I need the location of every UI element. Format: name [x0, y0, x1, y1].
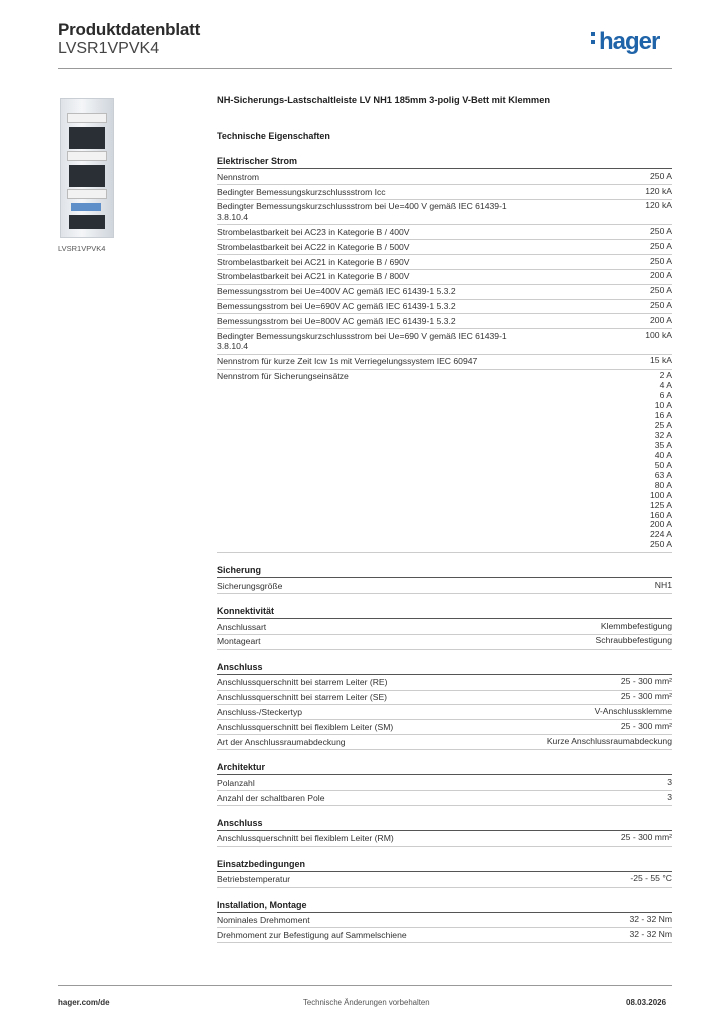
spec-row — [217, 255, 672, 270]
spec-row — [217, 635, 672, 650]
spec-value — [630, 874, 672, 884]
spec-value — [650, 371, 672, 550]
spec-row — [217, 240, 672, 255]
spec-section — [217, 761, 672, 806]
spec-section — [217, 155, 672, 553]
spec-label: Anzahl der schaltbaren Pole — [217, 792, 325, 803]
spec-label: Anschluss-/Steckertyp — [217, 707, 303, 718]
spec-value — [595, 707, 672, 717]
spec-row — [217, 314, 672, 329]
spec-label: Sicherungsgröße — [217, 580, 283, 591]
logo-dots-icon — [591, 28, 597, 44]
spec-value-line: 25 - 300 mm² — [620, 720, 672, 731]
spec-table — [217, 155, 672, 954]
spec-value-line: 35 A — [654, 439, 672, 450]
section-title: Architektur — [217, 761, 672, 775]
spec-value-line: 250 A — [650, 539, 672, 550]
spec-section — [217, 817, 672, 847]
page-title: Produktdatenblatt — [58, 20, 201, 39]
footer-note: Technische Änderungen vorbehalten — [303, 998, 430, 1007]
spec-value-line: 32 A — [654, 429, 672, 440]
spec-value — [650, 286, 672, 296]
spec-row — [217, 914, 672, 929]
spec-row — [217, 676, 672, 691]
spec-label: Strombelastbarkeit bei AC21 in Kategorie B / 690V — [217, 256, 410, 267]
spec-row — [217, 355, 672, 370]
spec-label: Nominales Drehmoment — [217, 915, 310, 926]
spec-value — [650, 257, 672, 267]
spec-value-line: 250 A — [650, 285, 672, 296]
spec-row — [217, 873, 672, 888]
spec-value-line: 200 A — [650, 519, 672, 530]
spec-value-line: 120 kA — [645, 200, 672, 211]
spec-value-line: 125 A — [650, 499, 672, 510]
spec-value — [645, 331, 672, 341]
spec-value-line: 250 A — [650, 170, 672, 181]
spec-value-line: NH1 — [654, 579, 672, 590]
spec-label: Bemessungsstrom bei Ue=400V AC gemäß IEC 61439-1 5.3.2 — [217, 286, 456, 297]
spec-value-line: Klemmbefestigung — [600, 620, 672, 631]
spec-value-line: 10 A — [654, 400, 672, 411]
spec-value — [667, 778, 672, 788]
spec-row — [217, 200, 672, 225]
spec-label: Montageart — [217, 636, 261, 647]
spec-row — [217, 579, 672, 594]
spec-value — [650, 242, 672, 252]
spec-label: Anschlussquerschnitt bei starrem Leiter (SE) — [217, 692, 388, 703]
spec-value-line: 32 - 32 Nm — [629, 914, 672, 925]
spec-value — [621, 833, 672, 843]
spec-value-line: 15 kA — [650, 355, 672, 366]
spec-value-line: 3 — [667, 776, 672, 787]
spec-label: Bemessungsstrom bei Ue=800V AC gemäß IEC 61439-1 5.3.2 — [217, 316, 456, 327]
product-image-caption: LVSR1VPVK4 — [58, 244, 106, 253]
spec-value-line: 25 - 300 mm² — [620, 691, 672, 702]
spec-row — [217, 170, 672, 185]
spec-row — [217, 620, 672, 635]
section-title: Anschluss — [217, 817, 672, 831]
spec-value-line: 6 A — [659, 390, 672, 401]
spec-label: Nennstrom — [217, 171, 260, 182]
spec-row — [217, 928, 672, 943]
spec-value-line: 100 A — [650, 489, 672, 500]
spec-label: Betriebstemperatur — [217, 874, 291, 885]
spec-value-line: 63 A — [654, 469, 672, 480]
section-title: Elektrischer Strom — [217, 155, 672, 169]
spec-value-line: Kurze Anschlussraumabdeckung — [546, 735, 672, 746]
spec-value-line: 250 A — [650, 255, 672, 266]
spec-value — [645, 187, 672, 197]
spec-value-line: 2 A — [659, 370, 672, 381]
spec-value-line: 40 A — [654, 449, 672, 460]
spec-value-line: 3 — [667, 791, 672, 802]
footer-divider — [58, 985, 672, 986]
spec-value-line: 32 - 32 Nm — [629, 929, 672, 940]
section-title: Sicherung — [217, 564, 672, 578]
spec-value-line: 250 A — [650, 240, 672, 251]
spec-row — [217, 270, 672, 285]
spec-row — [217, 185, 672, 200]
spec-value-line: 100 kA — [645, 329, 672, 340]
spec-value — [645, 201, 672, 211]
spec-label: Anschlussart — [217, 621, 267, 632]
spec-label: Bemessungsstrom bei Ue=690V AC gemäß IEC 61439-1 5.3.2 — [217, 301, 456, 312]
spec-value — [650, 227, 672, 237]
spec-row — [217, 691, 672, 706]
spec-value-line: Schraubbefestigung — [595, 635, 672, 646]
footer-date: 08.03.2026 — [626, 998, 667, 1007]
spec-row — [217, 370, 672, 554]
spec-value-line: 25 A — [654, 419, 672, 430]
spec-section — [217, 564, 672, 594]
spec-section — [217, 858, 672, 888]
spec-label: Polanzahl — [217, 777, 255, 788]
spec-label: Anschlussquerschnitt bei starrem Leiter (RE) — [217, 677, 388, 688]
spec-value-line: 250 A — [650, 225, 672, 236]
spec-value — [650, 356, 672, 366]
spec-label: Strombelastbarkeit bei AC23 in Kategorie B / 400V — [217, 226, 410, 237]
spec-value-line: 200 A — [650, 315, 672, 326]
hager-logo — [591, 28, 659, 56]
tech-heading: Technische Eigenschaften — [217, 131, 330, 141]
spec-value — [650, 301, 672, 311]
spec-value-line: 224 A — [650, 529, 672, 540]
spec-label: Nennstrom für kurze Zeit Icw 1s mit Verriegelungssystem IEC 60947 — [217, 356, 478, 367]
spec-row — [217, 791, 672, 806]
product-image — [60, 98, 114, 238]
spec-value — [621, 677, 672, 687]
spec-label: Strombelastbarkeit bei AC22 in Kategorie B / 500V — [217, 241, 410, 252]
spec-value — [621, 692, 672, 702]
spec-value — [629, 915, 672, 925]
spec-row — [217, 705, 672, 720]
spec-value — [650, 271, 672, 281]
spec-row — [217, 225, 672, 240]
footer-website: hager.com/de — [58, 998, 110, 1007]
spec-value-line: 4 A — [659, 380, 672, 391]
spec-row — [217, 720, 672, 735]
logo-text: hager — [599, 28, 660, 55]
spec-value — [621, 722, 672, 732]
product-code: LVSR1VPVK4 — [58, 40, 160, 57]
spec-value-line: 25 - 300 mm² — [620, 832, 672, 843]
spec-row — [217, 776, 672, 791]
spec-value-line: 120 kA — [645, 185, 672, 196]
spec-label: Anschlussquerschnitt bei flexiblem Leiter (SM) — [217, 721, 394, 732]
spec-section — [217, 899, 672, 944]
spec-label: Art der Anschlussraumabdeckung — [217, 736, 346, 747]
spec-label: Nennstrom für Sicherungseinsätze — [217, 371, 349, 382]
section-title: Installation, Montage — [217, 899, 672, 913]
spec-value-line: V-Anschlussklemme — [594, 706, 672, 717]
spec-value-line: 16 A — [654, 410, 672, 420]
spec-label: Anschlussquerschnitt bei flexiblem Leiter (RM) — [217, 833, 394, 844]
spec-label: Drehmoment zur Befestigung auf Sammelschiene — [217, 930, 407, 941]
spec-value — [655, 581, 672, 591]
section-title: Konnektivität — [217, 605, 672, 619]
spec-value — [596, 636, 672, 646]
product-name: NH-Sicherungs-Lastschaltleiste LV NH1 185mm 3-polig V-Bett mit Klemmen — [217, 95, 551, 105]
spec-row — [217, 832, 672, 847]
spec-label: Bedingter Bemessungskurzschlussstrom Icc — [217, 186, 386, 197]
spec-label: Bedingter Bemessungskurzschlussstrom bei Ue=400 V gemäß IEC 61439-1 3.8.10.4 — [217, 201, 507, 222]
spec-value-line: 80 A — [654, 479, 672, 490]
spec-value — [601, 622, 672, 632]
spec-value — [667, 793, 672, 803]
header-divider — [58, 68, 672, 69]
spec-value — [547, 737, 672, 747]
spec-value — [650, 172, 672, 182]
spec-value — [650, 316, 672, 326]
section-title: Einsatzbedingungen — [217, 858, 672, 872]
spec-row — [217, 300, 672, 315]
spec-value — [629, 930, 672, 940]
spec-value-line: 160 A — [650, 509, 672, 520]
spec-row — [217, 285, 672, 300]
spec-value-line: 25 - 300 mm² — [620, 676, 672, 687]
spec-value-line: 250 A — [650, 300, 672, 311]
spec-value-line: -25 - 55 °C — [630, 873, 672, 884]
spec-section — [217, 605, 672, 650]
spec-label: Bedingter Bemessungskurzschlussstrom bei Ue=690 V gemäß IEC 61439-1 3.8.10.4 — [217, 330, 507, 352]
spec-value-line: 50 A — [654, 459, 672, 470]
spec-label: Strombelastbarkeit bei AC21 in Kategorie B / 800V — [217, 271, 410, 282]
spec-row — [217, 735, 672, 750]
spec-row — [217, 329, 672, 354]
spec-section — [217, 661, 672, 750]
section-title: Anschluss — [217, 661, 672, 675]
spec-value-line: 200 A — [650, 270, 672, 281]
